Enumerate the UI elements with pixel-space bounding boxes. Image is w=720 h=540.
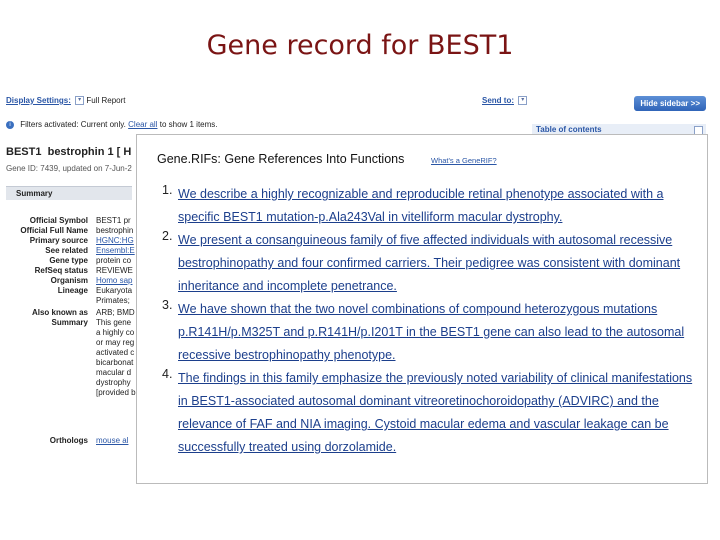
generif-item-link[interactable]: We describe a highly recognizable and reproducible retinal phenotype associated with a specific BEST1 mutation-p.Ala243Val in vitelliform macular dystrophy. [178,187,664,224]
info-icon: i [6,121,14,129]
generif-item-link[interactable]: The findings in this family emphasize the previously noted variability of clinical manifestations in BEST1-associated autosomal dominant vitreoretinochoroidopathy (ADVIRC) and the relevance of FAF and NIA imaging. Cystoid macular edema and vascular leakage can be successfully treated using dorzolamide. [178,371,693,454]
field-value: Primates; [96,296,130,305]
send-to-link[interactable]: Send to: [482,96,514,105]
field-label: Gene type [49,256,88,265]
field-label: Orthologs [49,436,88,445]
generif-item-number: 4. [162,367,173,381]
field-value-link[interactable]: Ensembl:E [96,246,135,255]
generif-item-link[interactable]: We have shown that the two novel combinations of compound heterozygous mutations p.R141H/p.M325T and p.R141H/p.I201T in the BEST1 gene can also lead to the autosomal recessive bestrophinopathy phenotype. [178,302,685,362]
orthologs-links[interactable]: mouse al [96,436,129,445]
field-value: bicarbonat [96,358,134,367]
field-value-link[interactable]: Homo sap [96,276,133,285]
field-value: [provided b [96,388,136,397]
display-settings-value: Full Report [86,96,126,105]
display-settings-bar [6,96,710,110]
toc-label: Table of contents [536,125,602,134]
field-value: a highly co [96,328,135,337]
summary-header-label: Summary [16,189,53,198]
display-settings-link[interactable]: Display Settings: [6,96,71,105]
chevron-down-icon[interactable]: ▾ [75,96,84,105]
field-value: Eukaryota [96,286,133,295]
clear-all-link[interactable]: Clear all [128,120,158,129]
field-value-link[interactable]: HGNC:HG [96,236,134,245]
field-value: protein co [96,256,132,265]
field-value: activated c [96,348,135,357]
field-label: Also known as [31,308,88,317]
chevron-down-icon[interactable]: ▾ [518,96,527,105]
field-label: RefSeq status [34,266,88,275]
field-label: Organism [50,276,88,285]
generif-callout [136,134,708,484]
gene-symbol: BEST1 [6,146,42,158]
filters-text: Filters activated: Current only. [20,120,126,129]
field-label: See related [45,246,88,255]
whats-a-generif-link[interactable]: What's a GeneRIF? [431,156,497,165]
field-label: Official Full Name [20,226,88,235]
field-value: or may reg [96,338,135,347]
generif-title: Gene.RIFs: Gene References Into Functions [157,152,405,166]
generif-item-number: 1. [162,183,173,197]
filters-suffix: to show 1 items. [159,120,218,129]
filters-message [6,120,218,129]
field-label: Summary [51,318,88,327]
field-label: Official Symbol [29,216,88,225]
send-to-control[interactable] [482,96,527,105]
generif-item-link[interactable]: We present a consanguineous family of five affected individuals with autosomal recessive bestrophinopathy and four confirmed carriers. Their pedigree was consistent with dominant inheritance and incomplete penetrance. [178,233,681,293]
field-value: BEST1 pr [96,216,131,225]
field-value: macular d [96,368,132,377]
generif-item-number: 3. [162,298,173,312]
field-value: REVIEWE [96,266,133,275]
field-value: bestrophin [96,226,134,235]
field-label: Lineage [57,286,88,295]
generif-item-number: 2. [162,229,173,243]
gene-id-line: Gene ID: 7439, updated on 7-Jun-2 [6,164,132,173]
gene-heading [6,146,131,158]
summary-section-header[interactable] [6,186,132,200]
gene-name: bestrophin 1 [ H [47,146,132,158]
slide-title: Gene record for BEST1 [206,30,514,61]
hide-sidebar-button[interactable]: Hide sidebar >> [634,96,706,111]
field-value: This gene [96,318,132,327]
field-value: dystrophy [96,378,131,387]
field-value: ARB; BMD [96,308,135,317]
field-label: Primary source [29,236,88,245]
